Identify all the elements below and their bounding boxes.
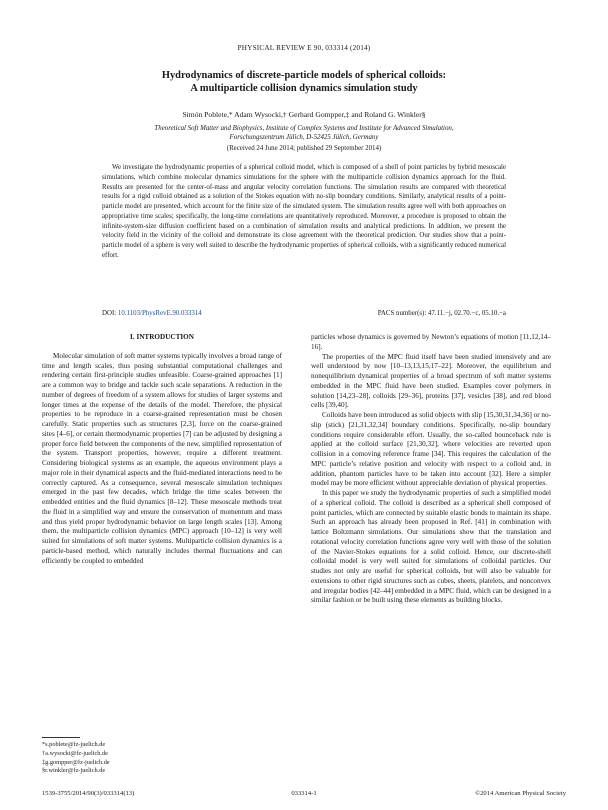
affiliation-line-1: Theoretical Soft Matter and Biophysics, Institute of Complex Systems and Institute for Advanced Simulation,: [154, 125, 454, 132]
copyright: ©2014 American Physical Society: [475, 790, 566, 797]
received-dates: (Received 24 June 2014; published 29 September 2014): [226, 145, 382, 152]
abstract: We investigate the hydrodynamic properties of a spherical colloid model, which is composed of a shell of point particles by hybrid mesoscale simulations, which combine molecular dynamics simulations for the sphere with the multiparticle collision dynamics approach for the fluid. Results are presented for the center-of-mass and angular velocity correlation functions. The simulation results are compared with theoretical results for a rigid colloid obtained as a solution of the Stokes equation with no-slip boundary conditions. Similarly, analytical results of a point-particle model are presented, which account for the finite size of the simulated system. The simulation results agree well with both approaches on appropriative time scales; specifically, the long-time correlations are quantitatively reproduced. Moreover, a procedure is proposed to obtain the infinite-system-size diffusion coefficient based on a combination of simulation results and analytical predictions. In addition, we present the velocity field in the vicinity of the colloid and demonstrate its close agreement with the theoretical prediction. Our studies show that a point-particle model of a sphere is very well suited to describe the hydrodynamic properties of spherical colloids, with a significantly reduced numerical effort.: [102, 164, 506, 259]
author-list: Simón Poblete,* Adam Wysocki,† Gerhard Gompper,‡ and Roland G. Winkler§: [182, 110, 426, 119]
body-paragraph: In this paper we study the hydrodynamic properties of such a simplified model of a spherical colloid. The colloid is described as a spherical shell composed of point particles, which are connected by suitable elastic bonds to maintain its shape. Such an approach has already been proposed in Ref. [41] in combination with lattice Boltzmann simulations. Our simulations show that the translation and rotational velocity correlation functions agree very well with those of the solution of the Navier-Stokes equations for a solid colloid. Hence, our discrete-shell colloidal model is very well suited for simulations of colloidal particles. Our studies not only are useful for spherical colloids, but will also be valuable for extensions to other rigid structures such as cubes, sheets, platelets, and nonconvex and irregular bodies [42–44] embedded in a MPC fluid, which can be designed in a similar fashion or be built using these elements as building blocks.: [311, 489, 551, 605]
pacs-numbers: PACS number(s): 47.11.−j, 02.70.−c, 05.10.−a: [377, 310, 506, 317]
title-line-2: A multiparticle collision dynamics simulation study: [190, 83, 418, 94]
footnote-email[interactable]: §r.winkler@fz-juelich.de: [42, 767, 106, 775]
section-heading: I. INTRODUCTION: [130, 333, 194, 341]
affiliation-line-2: Forschungszentrum Jülich, D-52425 Jülich, Germany: [229, 134, 379, 142]
footer-issn: 1539-3755/2014/90(3)/033314(13): [42, 790, 135, 797]
body-paragraph: Colloids have been introduced as solid objects with slip [15,30,31,34,36] or no-slip (stick) [21,31,32,34] boundary conditions. Specifically, no-slip boundary conditions require considerable effort. Usually, the so-called bounceback rule is applied at the colloid surface [21,30,32], where velocities are reverted upon collision in a comoving reference frame [34]. This requires the calculation of the MPC particle’s relative position and velocity with respect to a colloid and, in addition, phantom particles have to be taken into account [32]. Here a simpler model may be more efficient without appreciable deviation of physical properties.: [311, 411, 551, 488]
doi-label: DOI:: [102, 310, 117, 317]
page-number: 033314-1: [291, 790, 317, 797]
footnote-rule: [42, 737, 80, 738]
footnotes: [42, 737, 282, 776]
paper-title: [60, 69, 548, 95]
doi-link[interactable]: 10.1103/PhysRevE.90.033314: [117, 310, 202, 317]
footnote-email[interactable]: *s.poblete@fz-juelich.de: [42, 741, 106, 748]
footnote-email[interactable]: †a.wysocki@fz-juelich.de: [42, 749, 108, 757]
title-line-1: Hydrodynamics of discrete-particle models of spherical colloids:: [161, 70, 447, 81]
doi-line: [102, 310, 202, 317]
right-column: [311, 333, 551, 606]
journal-header: PHYSICAL REVIEW E 90, 033314 (2014): [237, 44, 371, 52]
affiliation: [60, 124, 548, 143]
intro-paragraph: Molecular simulation of soft matter systems typically involves a broad range of time and length scales, thus posing substantial computational challenges and rendering certain first-principle studies unfeasible. Coarse-grained approaches [1] are a common way to bridge and tackle such scale separations. A reduction in the number of degrees of freedom of a system allows for studies of larger systems and longer times at the expense of the details of the model. Therefore, the physical properties to be reproduce in a coarse-grained representation must be chosen carefully. Static properties such as structures [2,3], force on the coarse-grained sites [4–6], or certain thermodynamic properties [7] can be adjusted by designing a proper force field between the components of the new, simplified representation of the system. Transport properties, however, require a different treatment. Considering biological systems as an example, the aqueous environment plays a major role in their dynamical aspects and the fluid-mediated interactions need to be correctly captured. As a consequence, several mesoscale simulation techniques emerged in the past few decades, which bridge the time scales between the embedded entities and the fluid dynamics [8–12]. These mesoscale methods treat the fluid in a simplified way and ensure the conservation of momentum and mass and thus yield proper hydrodynamic behavior on large length scales [13]. Among them, the multiparticle collision dynamics (MPC) approach [10–12] is very well suited for simulations of soft matter systems. Multiparticle collision dynamics is a particle-based method, which naturally includes thermal fluctuations and can efficiently be coupled to embedded: [42, 351, 282, 565]
left-column: [42, 333, 282, 566]
footnote-email[interactable]: ‡g.gompper@fz-juelich.de: [42, 758, 110, 766]
body-paragraph: The properties of the MPC fluid itself have been studied intensively and are well understood by now [10–13,13,15,17–22]. Moreover, the equilibrium and nonequilibrium dynamical properties of a broad spectrum of soft matter systems embedded in the MPC fluid have been studied. Examples cover polymers in solution [14,23–28], colloids [29–36], proteins [37], vesicles [38], and red blood cells [39,40].: [311, 352, 551, 410]
body-paragraph: particles whose dynamics is governed by Newton’s equations of motion [11,12,14–16].: [311, 333, 551, 351]
